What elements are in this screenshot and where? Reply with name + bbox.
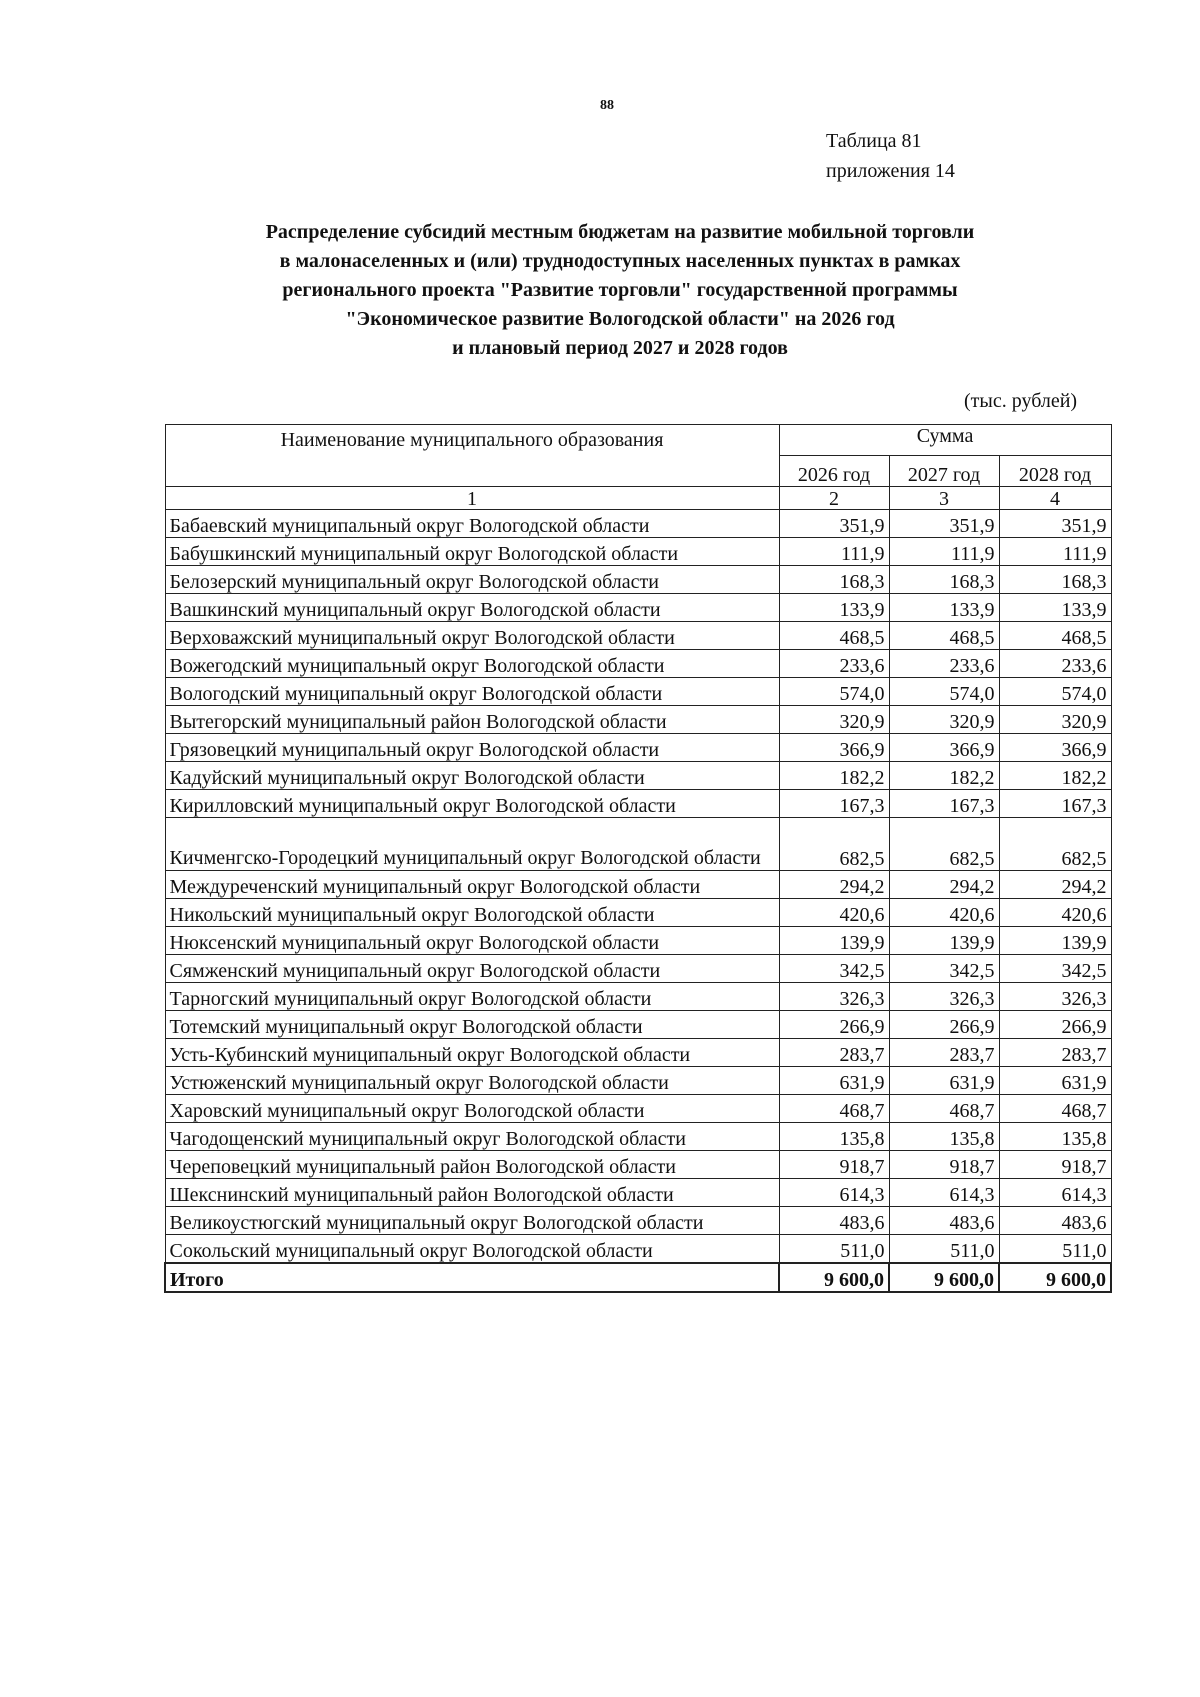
value-2028-cell: 139,9 [999, 927, 1111, 955]
header-year-2027: 2027 год [889, 456, 999, 487]
municipality-name-cell: Вытегорский муниципальный район Вологодской области [165, 706, 779, 734]
value-2027-cell: 168,3 [889, 566, 999, 594]
value-2028-cell: 351,9 [999, 510, 1111, 538]
value-2026-cell: 468,5 [779, 622, 889, 650]
value-2026-cell: 420,6 [779, 899, 889, 927]
value-2028-cell: 468,5 [999, 622, 1111, 650]
value-2026-cell: 167,3 [779, 790, 889, 818]
value-2027-cell: 182,2 [889, 762, 999, 790]
value-2026-cell: 139,9 [779, 927, 889, 955]
value-2027-cell: 135,8 [889, 1123, 999, 1151]
title-line: и плановый период 2027 и 2028 годов [452, 337, 788, 359]
value-2026-cell: 631,9 [779, 1067, 889, 1095]
municipality-name-cell: Тарногский муниципальный округ Вологодской области [165, 983, 779, 1011]
value-2028-cell: 320,9 [999, 706, 1111, 734]
value-2026-cell: 614,3 [779, 1179, 889, 1207]
value-2026-cell: 366,9 [779, 734, 889, 762]
value-2028-cell: 111,9 [999, 538, 1111, 566]
title-line: Распределение субсидий местным бюджетам на развитие мобильной торговли [265, 221, 975, 243]
table-row [165, 1235, 1111, 1264]
table-row [165, 1207, 1111, 1235]
table-row [165, 955, 1111, 983]
table-row [165, 538, 1111, 566]
table-column-numbers-row [165, 487, 1111, 510]
value-2027-cell: 366,9 [889, 734, 999, 762]
municipality-name-cell: Верховажский муниципальный округ Вологодской области [165, 622, 779, 650]
municipality-name-cell: Грязовецкий муниципальный округ Вологодской области [165, 734, 779, 762]
table-row [165, 678, 1111, 706]
municipality-name-cell: Нюксенский муниципальный округ Вологодской области [165, 927, 779, 955]
municipality-name-cell: Белозерский муниципальный округ Вологодской области [165, 566, 779, 594]
annex-reference [826, 126, 955, 186]
value-2028-cell: 294,2 [999, 871, 1111, 899]
value-2027-cell: 283,7 [889, 1039, 999, 1067]
municipality-name-cell: Устюженский муниципальный округ Вологодской области [165, 1067, 779, 1095]
value-2027-cell: 511,0 [889, 1235, 999, 1264]
table-row [165, 1067, 1111, 1095]
value-2028-cell: 342,5 [999, 955, 1111, 983]
municipality-name-cell: Вашкинский муниципальный округ Вологодской области [165, 594, 779, 622]
value-2027-cell: 326,3 [889, 983, 999, 1011]
value-2027-cell: 139,9 [889, 927, 999, 955]
column-number: 1 [165, 487, 779, 510]
value-2027-cell: 468,5 [889, 622, 999, 650]
value-2027-cell: 233,6 [889, 650, 999, 678]
value-2027-cell: 133,9 [889, 594, 999, 622]
value-2028-cell: 468,7 [999, 1095, 1111, 1123]
value-2028-cell: 283,7 [999, 1039, 1111, 1067]
value-2026-cell: 342,5 [779, 955, 889, 983]
table-row [165, 1011, 1111, 1039]
value-2026-cell: 182,2 [779, 762, 889, 790]
municipality-name-cell: Междуреченский муниципальный округ Вологодской области [165, 871, 779, 899]
municipality-name-cell: Кадуйский муниципальный округ Вологодской области [165, 762, 779, 790]
total-2026: 9 600,0 [779, 1263, 889, 1292]
municipality-name-cell: Шекснинский муниципальный район Вологодской области [165, 1179, 779, 1207]
value-2028-cell: 167,3 [999, 790, 1111, 818]
table-row [165, 818, 1111, 871]
table-row [165, 871, 1111, 899]
value-2028-cell: 614,3 [999, 1179, 1111, 1207]
title-line: в малонаселенных и (или) труднодоступных населенных пунктах в рамках [279, 250, 961, 272]
value-2026-cell: 326,3 [779, 983, 889, 1011]
value-2026-cell: 511,0 [779, 1235, 889, 1264]
municipality-name-cell: Чагодощенский муниципальный округ Вологодской области [165, 1123, 779, 1151]
municipality-name-cell: Никольский муниципальный округ Вологодской области [165, 899, 779, 927]
header-year-2026: 2026 год [779, 456, 889, 487]
value-2027-cell: 631,9 [889, 1067, 999, 1095]
value-2027-cell: 111,9 [889, 538, 999, 566]
value-2026-cell: 351,9 [779, 510, 889, 538]
annex-table-label: Таблица 81 [826, 130, 922, 152]
value-2026-cell: 294,2 [779, 871, 889, 899]
header-municipality-name: Наименование муниципального образования [165, 425, 779, 487]
value-2027-cell: 266,9 [889, 1011, 999, 1039]
value-2028-cell: 918,7 [999, 1151, 1111, 1179]
value-2027-cell: 420,6 [889, 899, 999, 927]
table-row [165, 1151, 1111, 1179]
value-2028-cell: 483,6 [999, 1207, 1111, 1235]
value-2026-cell: 574,0 [779, 678, 889, 706]
table-row [165, 983, 1111, 1011]
municipality-name-cell: Бабушкинский муниципальный округ Вологодской области [165, 538, 779, 566]
municipality-name-cell: Вожегодский муниципальный округ Вологодской области [165, 650, 779, 678]
value-2028-cell: 168,3 [999, 566, 1111, 594]
table-row [165, 927, 1111, 955]
value-2026-cell: 133,9 [779, 594, 889, 622]
table-total-row [165, 1263, 1111, 1292]
table-row [165, 899, 1111, 927]
municipality-name-cell: Кичменгско-Городецкий муниципальный округ Вологодской области [165, 818, 779, 871]
municipality-name-cell: Харовский муниципальный округ Вологодской области [165, 1095, 779, 1123]
value-2026-cell: 266,9 [779, 1011, 889, 1039]
value-2028-cell: 682,5 [999, 818, 1111, 871]
table-row [165, 734, 1111, 762]
table-row [165, 762, 1111, 790]
value-2027-cell: 294,2 [889, 871, 999, 899]
value-2027-cell: 320,9 [889, 706, 999, 734]
value-2027-cell: 682,5 [889, 818, 999, 871]
value-2026-cell: 918,7 [779, 1151, 889, 1179]
municipality-name-cell: Кирилловский муниципальный округ Вологодской области [165, 790, 779, 818]
value-2028-cell: 326,3 [999, 983, 1111, 1011]
municipality-name-cell: Сокольский муниципальный округ Вологодской области [165, 1235, 779, 1264]
value-2028-cell: 631,9 [999, 1067, 1111, 1095]
municipality-name-cell: Тотемский муниципальный округ Вологодской области [165, 1011, 779, 1039]
title-line: "Экономическое развитие Вологодской области" на 2026 год [345, 308, 895, 330]
column-number: 2 [779, 487, 889, 510]
value-2028-cell: 133,9 [999, 594, 1111, 622]
table-body [165, 510, 1111, 1264]
value-2027-cell: 918,7 [889, 1151, 999, 1179]
municipality-name-cell: Великоустюгский муниципальный округ Вологодской области [165, 1207, 779, 1235]
table-header-row [165, 425, 1111, 456]
table-row [165, 706, 1111, 734]
value-2028-cell: 233,6 [999, 650, 1111, 678]
table-row [165, 790, 1111, 818]
value-2026-cell: 135,8 [779, 1123, 889, 1151]
value-2026-cell: 468,7 [779, 1095, 889, 1123]
value-2027-cell: 614,3 [889, 1179, 999, 1207]
value-2026-cell: 168,3 [779, 566, 889, 594]
value-2026-cell: 483,6 [779, 1207, 889, 1235]
municipality-name-cell: Бабаевский муниципальный округ Вологодской области [165, 510, 779, 538]
subsidy-distribution-table [164, 424, 1112, 1293]
value-2027-cell: 483,6 [889, 1207, 999, 1235]
table-row [165, 1179, 1111, 1207]
total-label: Итого [165, 1263, 779, 1292]
value-2028-cell: 420,6 [999, 899, 1111, 927]
municipality-name-cell: Усть-Кубинский муниципальный округ Вологодской области [165, 1039, 779, 1067]
municipality-name-cell: Вологодский муниципальный округ Вологодской области [165, 678, 779, 706]
page-number: 88 [600, 98, 614, 113]
annex-appendix-label: приложения 14 [826, 160, 955, 182]
value-2026-cell: 283,7 [779, 1039, 889, 1067]
units-label: (тыс. рублей) [964, 390, 1078, 412]
municipality-name-cell: Череповецкий муниципальный район Вологодской области [165, 1151, 779, 1179]
value-2028-cell: 511,0 [999, 1235, 1111, 1264]
table-row [165, 622, 1111, 650]
title-line: регионального проекта "Развитие торговли" государственной программы [282, 279, 958, 301]
header-year-2028: 2028 год [999, 456, 1111, 487]
value-2027-cell: 468,7 [889, 1095, 999, 1123]
table-row [165, 1095, 1111, 1123]
value-2028-cell: 182,2 [999, 762, 1111, 790]
table-row [165, 1123, 1111, 1151]
value-2028-cell: 266,9 [999, 1011, 1111, 1039]
value-2026-cell: 682,5 [779, 818, 889, 871]
value-2026-cell: 111,9 [779, 538, 889, 566]
table-row [165, 650, 1111, 678]
table-row [165, 510, 1111, 538]
value-2027-cell: 351,9 [889, 510, 999, 538]
value-2027-cell: 342,5 [889, 955, 999, 983]
value-2028-cell: 135,8 [999, 1123, 1111, 1151]
table-row [165, 594, 1111, 622]
column-number: 3 [889, 487, 999, 510]
municipality-name-cell: Сямженский муниципальный округ Вологодской области [165, 955, 779, 983]
table-row [165, 566, 1111, 594]
document-title [180, 218, 1060, 363]
value-2026-cell: 320,9 [779, 706, 889, 734]
value-2026-cell: 233,6 [779, 650, 889, 678]
value-2028-cell: 574,0 [999, 678, 1111, 706]
header-sum: Сумма [779, 425, 1111, 456]
total-2027: 9 600,0 [889, 1263, 999, 1292]
value-2027-cell: 574,0 [889, 678, 999, 706]
column-number: 4 [999, 487, 1111, 510]
value-2028-cell: 366,9 [999, 734, 1111, 762]
table-row [165, 1039, 1111, 1067]
total-2028: 9 600,0 [999, 1263, 1111, 1292]
value-2027-cell: 167,3 [889, 790, 999, 818]
